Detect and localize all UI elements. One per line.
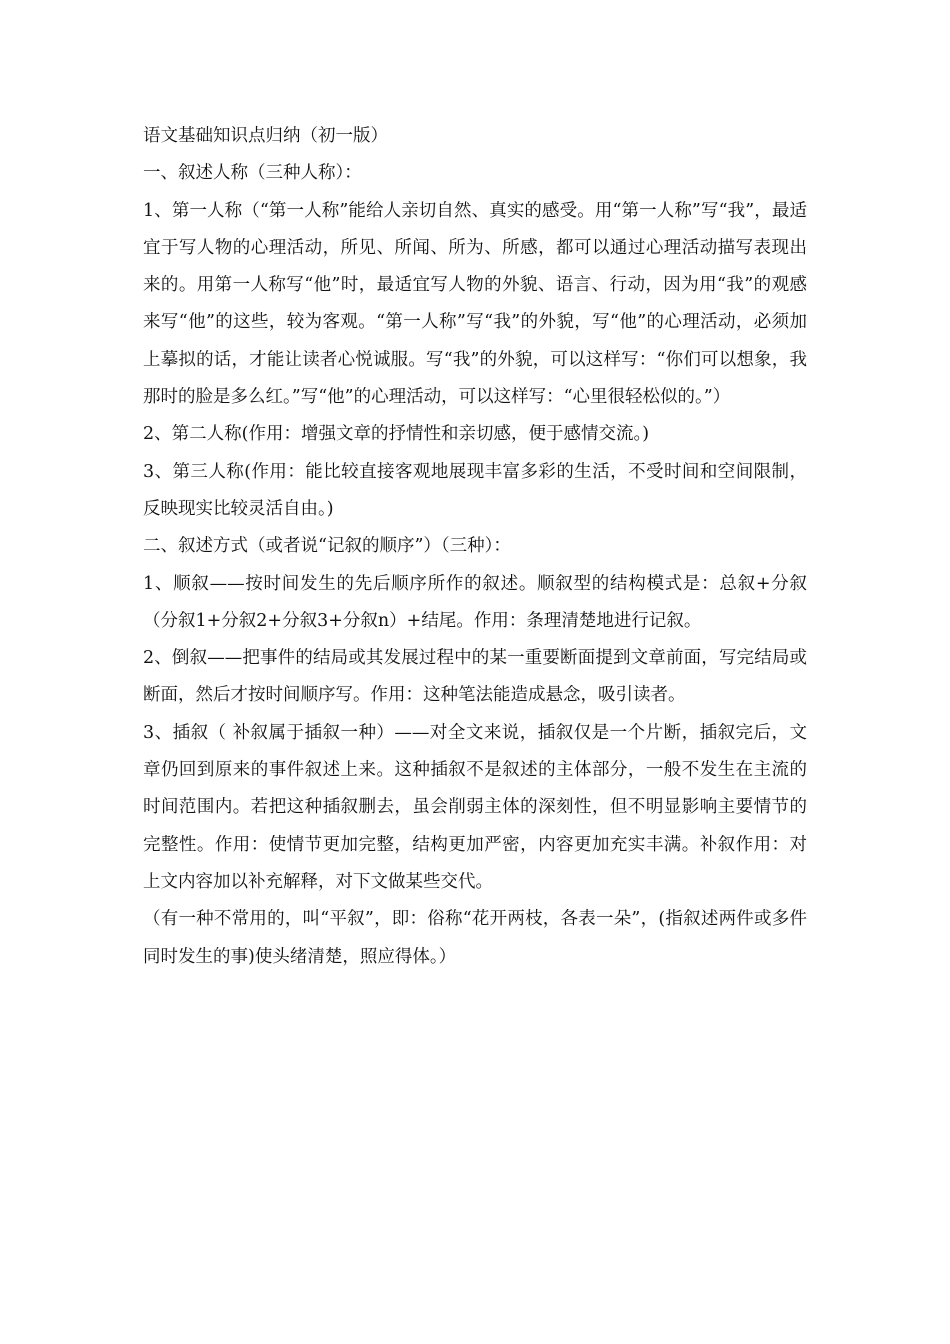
paragraph-parallel-narration: （有一种不常用的，叫“平叙”，即：俗称“花开两枝，各表一朵”，(指叙述两件或多件同时发生的事)使头绪清楚，照应得体。）: [143, 909, 807, 967]
paragraph-flashback: 2、倒叙——把事件的结局或其发展过程中的某一重要断面提到文章前面，写完结局或断面，然后才按时间顺序写。作用：这种笔法能造成悬念，吸引读者。: [143, 648, 807, 706]
paragraph-first-person: 1、第一人称（“第一人称”能给人亲切自然、真实的感受。用“第一人称”写“我”，最适宜于写人物的心理活动，所见、所闻、所为、所感，都可以通过心理活动描写表现出来的。用第一人称写“他”时，最适宜写人物的外貌、语言、行动，因为用“我”的观感来写“他”的这些，较为客观。“第一人称”写“我”的外貌，写“他”的心理活动，必须加上摹拟的话，才能让读者心悦诚服。写“我”的外貌，可以这样写：“你们可以想象，我那时的脸是多么红。”写“他”的心理活动，可以这样写：“心里很轻松似的。”）: [143, 200, 807, 408]
section-heading-narrative-person: 一、叙述人称（三种人称）：: [143, 163, 362, 184]
document-body: [143, 118, 807, 976]
paragraph-third-person: 3、第三人称(作用：能比较直接客观地展现丰富多彩的生活，不受时间和空间限制，反映现实比较灵活自由。): [143, 461, 807, 519]
section-heading-narrative-order: 二、叙述方式（或者说“记叙的顺序”）（三种）：: [143, 536, 511, 557]
paragraph-second-person: 2、第二人称(作用：增强文章的抒情性和亲切感，便于感情交流。): [143, 424, 650, 445]
document-title: 语文基础知识点归纳（初一版）: [143, 126, 388, 146]
paragraph-interpolation: 3、插叙（ 补叙属于插叙一种）——对全文来说，插叙仅是一个片断，插叙完后，文章仍回到原来的事件叙述上来。这种插叙不是叙述的主体部分，一般不发生在主流的时间范围内。若把这种插叙删去，虽会削弱主体的深刻性，但不明显影响主要情节的完整性。作用：使情节更加完整，结构更加严密，内容更加充实丰满。补叙作用：对上文内容加以补充解释，对下文做某些交代。: [143, 722, 807, 892]
paragraph-chronological: 1、顺叙——按时间发生的先后顺序所作的叙述。顺叙型的结构模式是：总叙+分叙（分叙1+分叙2+分叙3+分叙n）+结尾。作用：条理清楚地进行记叙。: [143, 573, 807, 631]
